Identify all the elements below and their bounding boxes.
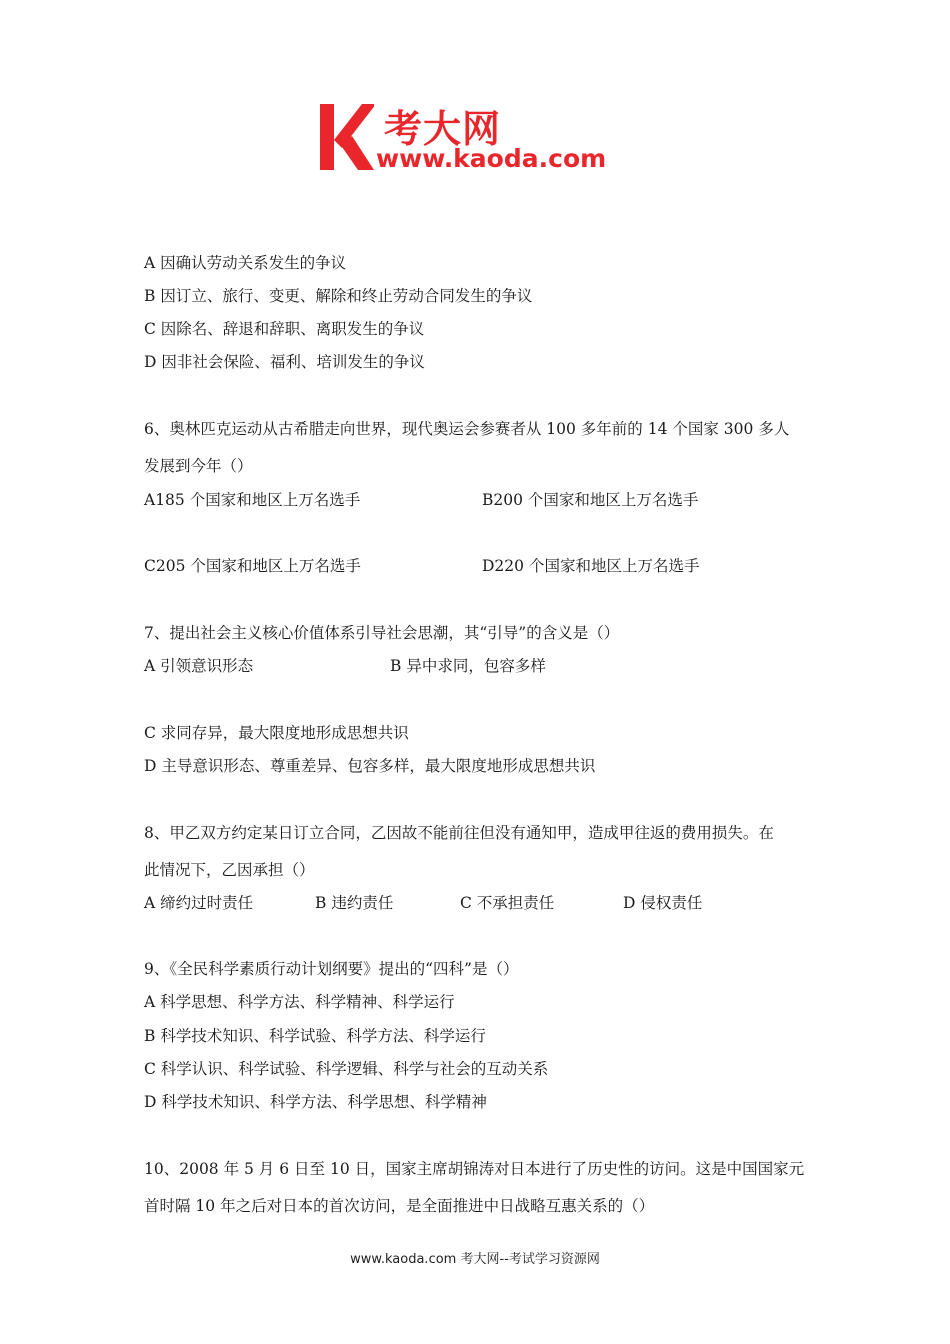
q8-option-b: B 违约责任 xyxy=(315,894,394,912)
q7-option-b: B 异中求同，包容多样 xyxy=(390,657,546,675)
logo-k-icon xyxy=(318,100,374,174)
page-footer: www.kaoda.com 考大网--考试学习资源网 xyxy=(350,1252,600,1267)
q8-option-a: A 缔约过时责任 xyxy=(144,894,254,912)
q9-question-line1: 9、《全民科学素质行动计划纲要》提出的“四科”是（） xyxy=(144,960,519,978)
q7-option-a: A 引领意识形态 xyxy=(144,657,254,675)
q9-option-c: C 科学认识、科学试验、科学逻辑、科学与社会的互动关系 xyxy=(144,1060,549,1078)
q5-option-b: B 因订立、旅行、变更、解除和终止劳动合同发生的争议 xyxy=(144,287,533,305)
q6-option-c: C205 个国家和地区上万名选手 xyxy=(144,557,361,575)
q10-question-line1: 10、2008 年 5 月 6 日至 10 日，国家主席胡锦涛对日本进行了历史性的访问。这是中国国家元 xyxy=(144,1160,805,1178)
logo-brand-text: 考大网 xyxy=(384,107,502,151)
q8-option-d: D 侵权责任 xyxy=(623,894,703,912)
q9-option-b: B 科学技术知识、科学试验、科学方法、科学运行 xyxy=(144,1027,486,1045)
q8-question-line2: 此情况下，乙因承担（） xyxy=(144,861,315,879)
q5-option-a: A 因确认劳动关系发生的争议 xyxy=(144,254,347,272)
q7-question-line1: 7、提出社会主义核心价值体系引导社会思潮，其“引导”的含义是（） xyxy=(144,624,620,642)
q6-question-line1: 6、奥林匹克运动从古希腊走向世界，现代奥运会参赛者从 100 多年前的 14 个国家 300 多人 xyxy=(144,420,790,438)
q9-option-d: D 科学技术知识、科学方法、科学思想、科学精神 xyxy=(144,1093,487,1111)
q6-question-line2: 发展到今年（） xyxy=(144,457,253,475)
q5-option-c: C 因除名、辞退和辞职、离职发生的争议 xyxy=(144,320,425,338)
q10-question-line2: 首时隔 10 年之后对日本的首次访问，是全面推进中日战略互惠关系的（） xyxy=(144,1197,655,1215)
q6-option-a: A185 个国家和地区上万名选手 xyxy=(144,491,361,509)
logo-url-text: www.kaoda.com xyxy=(376,144,607,173)
q8-option-c: C 不承担责任 xyxy=(460,894,555,912)
q7-option-d: D 主导意识形态、尊重差异、包容多样，最大限度地形成思想共识 xyxy=(144,757,596,775)
kaoda-logo xyxy=(318,98,638,180)
q7-option-c: C 求同存异，最大限度地形成思想共识 xyxy=(144,724,409,742)
q5-option-d: D 因非社会保险、福利、培训发生的争议 xyxy=(144,353,425,371)
q8-question-line1: 8、甲乙双方约定某日订立合同，乙因故不能前往但没有通知甲，造成甲往返的费用损失。在 xyxy=(144,824,774,842)
q6-option-b: B200 个国家和地区上万名选手 xyxy=(482,491,699,509)
q9-option-a: A 科学思想、科学方法、科学精神、科学运行 xyxy=(144,993,455,1011)
q6-option-d: D220 个国家和地区上万名选手 xyxy=(482,557,700,575)
